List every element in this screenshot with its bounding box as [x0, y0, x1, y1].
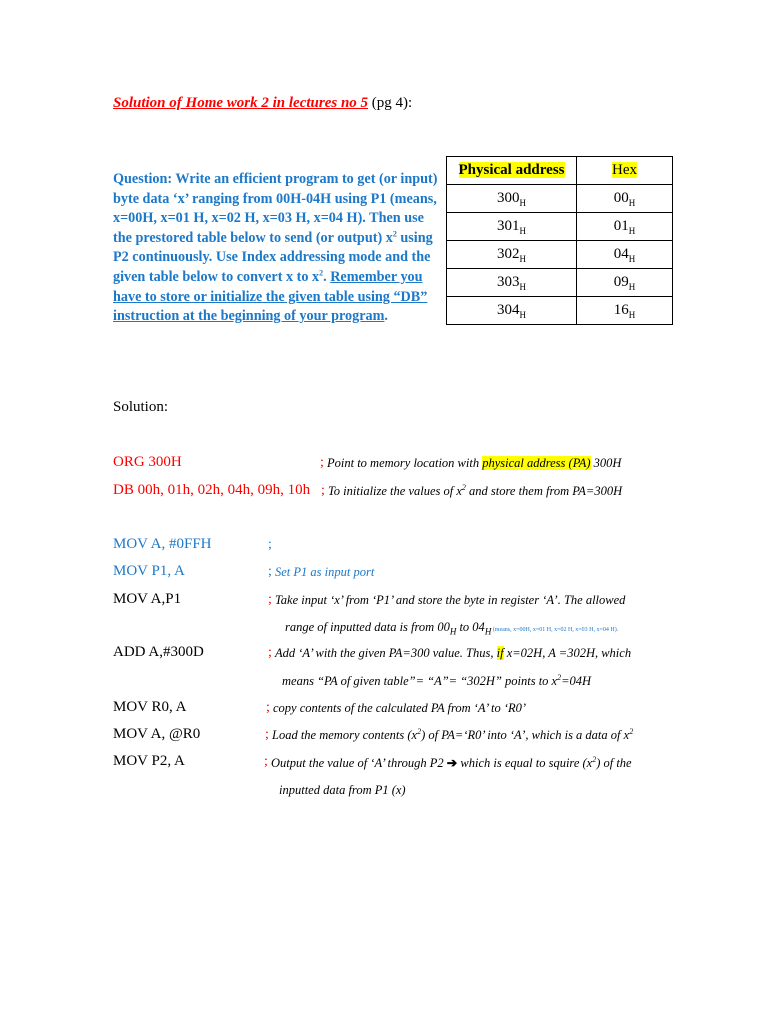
question-end: .	[384, 308, 388, 325]
comment-text: x=02H, A =302H, which	[503, 646, 632, 660]
code-add-comment	[275, 646, 631, 661]
address-table	[446, 156, 673, 325]
sup: 2	[461, 482, 466, 492]
addr-cell	[447, 185, 577, 213]
code-org-comment	[327, 456, 621, 471]
comment-text: Point to memory location with	[327, 456, 483, 470]
comment-highlight: if	[496, 646, 504, 660]
header-label: Hex	[612, 162, 637, 178]
addr-value: 302	[497, 246, 520, 262]
addr-value: 300	[497, 190, 520, 206]
code-mov1-instr: MOV A, #0FFH	[113, 536, 212, 552]
hex-value: 16	[613, 302, 629, 318]
subscript: H	[519, 254, 526, 264]
subscript: H	[519, 282, 526, 292]
question-part3: .	[323, 268, 331, 285]
hex-cell	[577, 297, 673, 325]
comment-text: 300H	[590, 456, 622, 470]
code-mov6-instr: MOV P2, A	[113, 753, 185, 769]
comment-text: and store them from PA=300H	[465, 484, 623, 498]
subscript: H	[519, 198, 526, 208]
subscript: H	[519, 226, 526, 236]
code-mov3-comment-line2	[285, 620, 618, 635]
comment-text: To initialize the values of x	[328, 484, 462, 498]
comment-text: Output the value of ‘A’ through P2	[271, 756, 447, 770]
sup: 2	[557, 672, 562, 682]
comment-text: ) of PA=‘R0’ into ‘A’, which is a data of x	[421, 728, 630, 742]
code-org-semicolon: ;	[320, 455, 324, 470]
header-physical-address	[447, 157, 577, 185]
sup: 2	[392, 229, 397, 239]
page-title	[113, 95, 412, 112]
hex-cell	[577, 241, 673, 269]
addr-cell	[447, 297, 577, 325]
table-row	[447, 213, 673, 241]
addr-value: 303	[497, 274, 520, 290]
table-row	[447, 297, 673, 325]
question-part1: Question: Write an efficient program to get (or input) byte data ‘x’ ranging from 00H-04H using P1 (means, x=00H, x=01 H, x=02 H, x=03 H, x=04 H). Then use the prestored table below to send (or output) x	[113, 171, 438, 246]
code-mov6-comment	[271, 755, 632, 771]
subscript: H	[449, 626, 457, 637]
code-mov4-semicolon: ;	[266, 700, 270, 715]
comment-text: means “PA of given table”= “A”= “302H” points to x	[282, 674, 558, 688]
subscript: H	[628, 254, 636, 264]
hex-cell	[577, 185, 673, 213]
comment-text: range of inputted data is from 00	[285, 620, 450, 634]
table-row	[447, 241, 673, 269]
code-mov3-instr: MOV A,P1	[113, 591, 182, 607]
subscript: H	[484, 626, 492, 637]
code-mov5-instr: MOV A, @R0	[113, 726, 201, 742]
subscript: H	[628, 282, 636, 292]
subscript: H	[628, 310, 636, 320]
header-hex	[577, 157, 673, 185]
subscript: H	[519, 310, 526, 320]
sup: 2	[629, 726, 634, 736]
right-arrow-icon: ➔	[446, 756, 458, 770]
sup: 2	[417, 726, 422, 736]
table-row	[447, 269, 673, 297]
code-db-instr: DB 00h, 01h, 02h, 04h, 09h, 10h	[113, 482, 311, 498]
header-label: Physical address	[458, 162, 565, 178]
hex-value: 01	[613, 218, 629, 234]
question-underlined: Remember you have to store or initialize the given table using “DB” instruction at the beginning of your program	[113, 268, 428, 325]
code-mov3-comment: Take input ‘x’ from ‘P1’ and store the byte in register ‘A’. The allowed	[275, 593, 626, 607]
code-mov5-comment	[272, 728, 633, 743]
code-add-instr: ADD A,#300D	[113, 644, 204, 660]
subscript: H	[628, 226, 636, 236]
code-db-comment	[328, 484, 622, 499]
comment-text: to 04	[456, 620, 485, 634]
addr-cell	[447, 213, 577, 241]
code-mov2-comment: Set P1 as input port	[275, 565, 375, 579]
comment-text: Add ‘A’ with the given PA=300 value. Thus,	[275, 646, 497, 660]
question-text	[113, 170, 438, 327]
sup: 2	[319, 268, 324, 278]
code-mov6-semicolon: ;	[264, 754, 268, 769]
comment-text: ) of the	[596, 756, 632, 770]
table-row	[447, 185, 673, 213]
code-org-instr: ORG 300H	[113, 454, 182, 470]
hex-cell	[577, 213, 673, 241]
code-db-semicolon: ;	[321, 483, 325, 498]
comment-text: =04H	[561, 674, 592, 688]
code-mov4-comment: copy contents of the calculated PA from ‘A’ to ‘R0’	[273, 701, 527, 715]
hex-value: 09	[613, 274, 629, 290]
addr-cell	[447, 241, 577, 269]
hex-value: 00	[613, 190, 629, 206]
code-add-comment-line2	[282, 674, 591, 689]
solution-label: Solution:	[113, 399, 169, 415]
question-part2: using P2 continuously. Use Index addressing mode and the given table below to convert x to x	[113, 229, 433, 285]
table-header-row	[447, 157, 673, 185]
title-main: Solution of Home work 2 in lectures no 5	[113, 95, 369, 111]
addr-value: 304	[497, 302, 520, 318]
subscript: H	[628, 198, 636, 208]
sup: 2	[592, 754, 597, 764]
comment-highlight: physical address (PA)	[482, 456, 591, 470]
code-mov5-semicolon: ;	[265, 727, 269, 742]
code-mov4-instr: MOV R0, A	[113, 699, 187, 715]
hex-value: 04	[613, 246, 629, 262]
code-mov1-semicolon: ;	[268, 537, 272, 552]
addr-value: 301	[497, 218, 520, 234]
title-suffix: (pg 4):	[368, 95, 413, 111]
code-mov2-instr: MOV P1, A	[113, 563, 185, 579]
addr-cell	[447, 269, 577, 297]
code-mov2-semicolon: ;	[268, 564, 272, 579]
hex-cell	[577, 269, 673, 297]
comment-text: which is equal to squire (x	[457, 756, 593, 770]
code-mov6-comment-line2: inputted data from P1 (x)	[279, 783, 406, 797]
comment-text: Load the memory contents (x	[272, 728, 418, 742]
code-mov3-semicolon: ;	[268, 592, 272, 607]
code-add-semicolon: ;	[268, 645, 272, 660]
comment-small-note: (means, x=00H, x=01 H, x=02 H, x=03 H, x=04 H).	[491, 627, 619, 633]
